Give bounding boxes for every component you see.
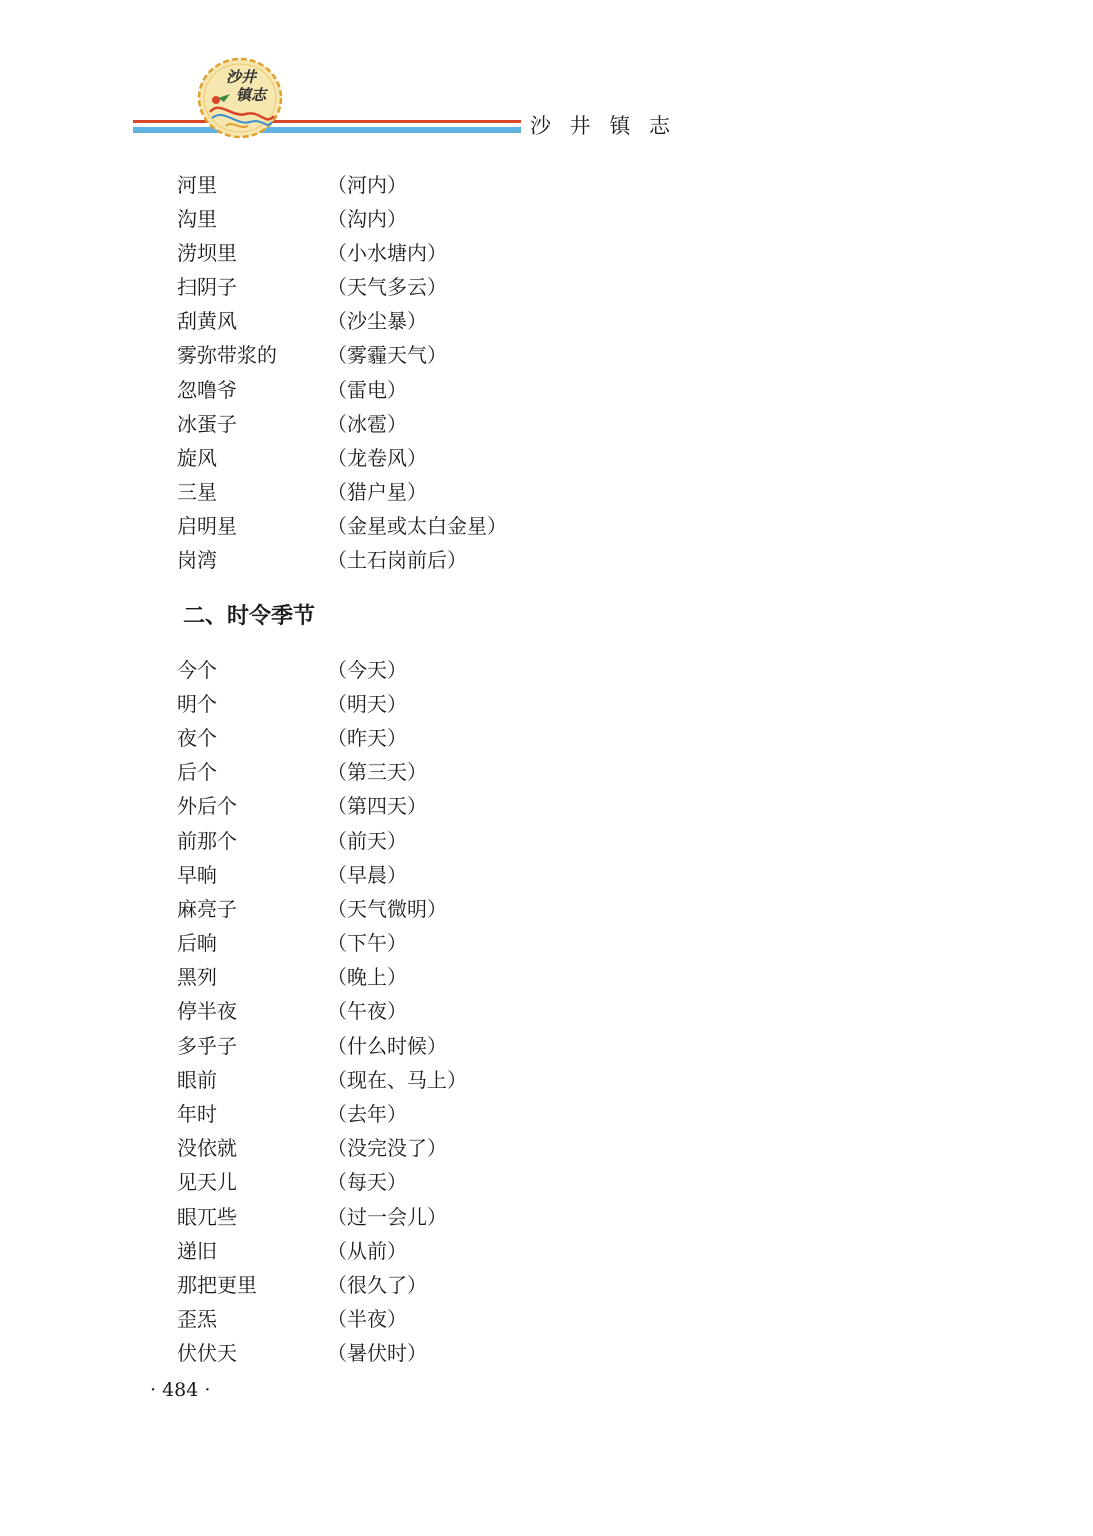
entry-gloss: （下午）	[327, 931, 407, 955]
header-red-rule	[133, 120, 521, 123]
entry-term: 后晌	[177, 931, 217, 955]
running-title: 沙 井 镇 志	[530, 114, 677, 138]
entry-term: 冰蛋子	[177, 412, 237, 436]
book-logo-seal	[196, 56, 284, 140]
entry-term: 夜个	[177, 726, 217, 750]
entry-term: 涝坝里	[177, 241, 237, 265]
entry-term: 旋风	[177, 446, 217, 470]
entry-term: 扫阴子	[177, 275, 237, 299]
entry-term: 歪炁	[177, 1307, 217, 1331]
entry-term: 明个	[177, 692, 217, 716]
entry-term: 眼兀些	[177, 1205, 237, 1229]
entry-term: 沟里	[177, 207, 217, 231]
entry-gloss: （暑伏时）	[327, 1341, 427, 1365]
entry-term: 多乎子	[177, 1034, 237, 1058]
entry-term: 三星	[177, 480, 217, 504]
entry-gloss: （猎户星）	[327, 480, 427, 504]
entry-term: 外后个	[177, 794, 237, 818]
entry-gloss: （现在、马上）	[327, 1068, 467, 1092]
entry-gloss: （早晨）	[327, 863, 407, 887]
entry-term: 麻亮子	[177, 897, 237, 921]
entry-term: 停半夜	[177, 999, 237, 1023]
entry-gloss: （沙尘暴）	[327, 309, 427, 333]
entry-gloss: （小水塘内）	[327, 241, 447, 265]
entry-gloss: （从前）	[327, 1239, 407, 1263]
entry-gloss: （雾霾天气）	[327, 343, 447, 367]
entry-term: 后个	[177, 760, 217, 784]
entry-gloss: （明天）	[327, 692, 407, 716]
entry-gloss: （昨天）	[327, 726, 407, 750]
entry-gloss: （雷电）	[327, 378, 407, 402]
page-header	[0, 0, 1093, 150]
entry-term: 年时	[177, 1102, 217, 1126]
entry-gloss: （天气微明）	[327, 897, 447, 921]
entry-term: 见天儿	[177, 1170, 237, 1194]
entry-gloss: （今天）	[327, 658, 407, 682]
entry-gloss: （晚上）	[327, 965, 407, 989]
entry-term: 忽噜爷	[177, 378, 237, 402]
entry-term: 眼前	[177, 1068, 217, 1092]
entry-gloss: （过一会儿）	[327, 1205, 447, 1229]
entry-gloss: （每天）	[327, 1170, 407, 1194]
entry-term: 启明星	[177, 514, 237, 538]
entry-term: 那把更里	[177, 1273, 257, 1297]
entry-term: 早晌	[177, 863, 217, 887]
entry-term: 没依就	[177, 1136, 237, 1160]
entry-term: 雾弥带浆的	[177, 343, 277, 367]
entry-gloss: （沟内）	[327, 207, 407, 231]
entry-gloss: （午夜）	[327, 999, 407, 1023]
svg-text:镇志: 镇志	[236, 86, 267, 104]
entry-term: 今个	[177, 658, 217, 682]
section-heading: 二、时令季节	[183, 604, 316, 629]
entry-term: 刮黄风	[177, 309, 237, 333]
entry-gloss: （土石岗前后）	[327, 548, 467, 572]
entry-gloss: （第四天）	[327, 794, 427, 818]
logo-seal-icon	[196, 56, 284, 140]
entry-gloss: （什么时候）	[327, 1034, 447, 1058]
entry-gloss: （河内）	[327, 173, 407, 197]
header-blue-rule	[133, 127, 521, 133]
entry-gloss: （天气多云）	[327, 275, 447, 299]
page-number: · 484 ·	[150, 1379, 211, 1401]
entry-gloss: （冰雹）	[327, 412, 407, 436]
entry-gloss: （金星或太白金星）	[327, 514, 507, 538]
entry-gloss: （去年）	[327, 1102, 407, 1126]
entry-term: 伏伏天	[177, 1341, 237, 1365]
svg-text:沙井: 沙井	[226, 68, 257, 86]
entry-term: 河里	[177, 173, 217, 197]
entry-term: 黑列	[177, 965, 217, 989]
entry-gloss: （前天）	[327, 829, 407, 853]
entry-term: 岗湾	[177, 548, 217, 572]
entry-gloss: （第三天）	[327, 760, 427, 784]
entry-gloss: （没完没了）	[327, 1136, 447, 1160]
entry-gloss: （很久了）	[327, 1273, 427, 1297]
entry-gloss: （龙卷风）	[327, 446, 427, 470]
entry-term: 前那个	[177, 829, 237, 853]
entry-term: 递旧	[177, 1239, 217, 1263]
entry-gloss: （半夜）	[327, 1307, 407, 1331]
